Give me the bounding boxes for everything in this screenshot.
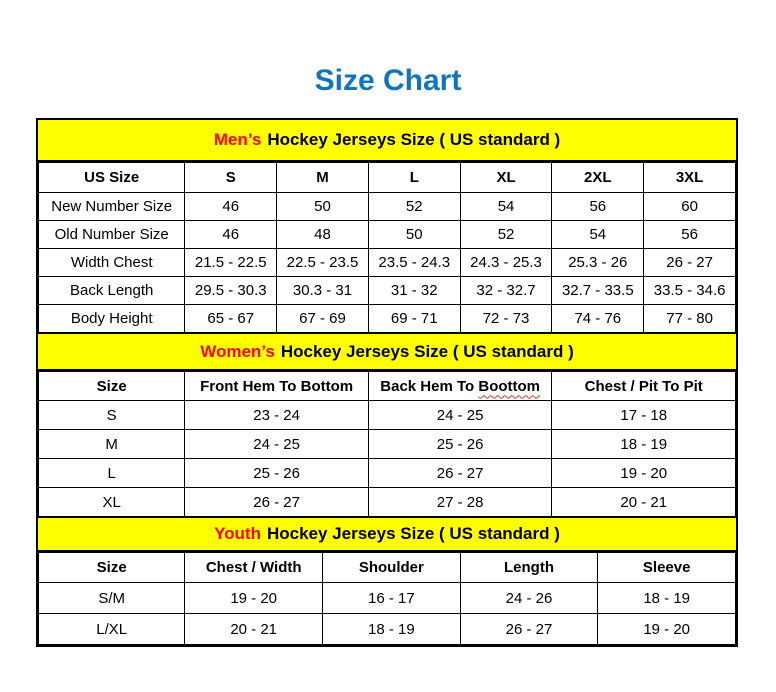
- cell: 26 - 27: [644, 249, 736, 277]
- cell: 24 - 26: [460, 583, 598, 614]
- cell: 65 - 67: [185, 305, 277, 333]
- col-header: 2XL: [552, 163, 644, 193]
- cell: 29.5 - 30.3: [185, 277, 277, 305]
- row-label: XL: [39, 488, 185, 517]
- col-header: Sleeve: [598, 553, 736, 583]
- youth-size-table: [38, 552, 736, 645]
- col-header-back-hem: [368, 372, 552, 401]
- cell: 67 - 69: [277, 305, 369, 333]
- cell: 24 - 25: [185, 430, 369, 459]
- col-header: Shoulder: [323, 553, 461, 583]
- row-label: New Number Size: [39, 193, 185, 221]
- table-header-row: [39, 372, 736, 401]
- cell: 50: [277, 193, 369, 221]
- womens-section-title: Hockey Jerseys Size ( US standard ): [280, 341, 574, 361]
- cell: 25.3 - 26: [552, 249, 644, 277]
- col-header: US Size: [39, 163, 185, 193]
- cell: 19 - 20: [185, 583, 323, 614]
- col-header: 3XL: [644, 163, 736, 193]
- size-chart-tables: [36, 118, 738, 647]
- cell: 69 - 71: [368, 305, 460, 333]
- womens-size-table: [38, 371, 736, 517]
- youth-section-highlight: Youth: [214, 524, 261, 543]
- cell: 77 - 80: [644, 305, 736, 333]
- col-header: S: [185, 163, 277, 193]
- row-label: L: [39, 459, 185, 488]
- table-header-row: [39, 553, 736, 583]
- cell: 18 - 19: [598, 583, 736, 614]
- cell: 33.5 - 34.6: [644, 277, 736, 305]
- mens-section-band: [38, 120, 736, 162]
- cell: 25 - 26: [368, 430, 552, 459]
- cell: 20 - 21: [552, 488, 736, 517]
- row-label: S/M: [39, 583, 185, 614]
- page-title: Size Chart: [314, 64, 462, 97]
- cell: 31 - 32: [368, 277, 460, 305]
- womens-section-highlight: Women’s: [200, 341, 275, 361]
- col-header: L: [368, 163, 460, 193]
- cell: 19 - 20: [552, 459, 736, 488]
- table-row: [39, 193, 736, 221]
- cell: 24 - 25: [368, 401, 552, 430]
- cell: 27 - 28: [368, 488, 552, 517]
- row-label: S: [39, 401, 185, 430]
- back-hem-prefix: Back Hem To: [380, 377, 479, 395]
- cell: 19 - 20: [598, 614, 736, 645]
- womens-section-band: [38, 333, 736, 371]
- cell: 56: [644, 221, 736, 249]
- cell: 23.5 - 24.3: [368, 249, 460, 277]
- cell: 22.5 - 23.5: [277, 249, 369, 277]
- youth-section-title: Hockey Jerseys Size ( US standard ): [266, 524, 560, 543]
- cell: 21.5 - 22.5: [185, 249, 277, 277]
- cell: 20 - 21: [185, 614, 323, 645]
- table-row: [39, 401, 736, 430]
- cell: 54: [460, 193, 552, 221]
- table-row: [39, 305, 736, 333]
- col-header: M: [277, 163, 369, 193]
- table-row: [39, 614, 736, 645]
- cell: 26 - 27: [460, 614, 598, 645]
- cell: 32 - 32.7: [460, 277, 552, 305]
- cell: 26 - 27: [368, 459, 552, 488]
- youth-section-band: [38, 517, 736, 552]
- col-header: Front Hem To Bottom: [185, 372, 369, 401]
- table-header-row: [39, 163, 736, 193]
- cell: 52: [368, 193, 460, 221]
- row-label: Back Length: [39, 277, 185, 305]
- cell: 25 - 26: [185, 459, 369, 488]
- cell: 24.3 - 25.3: [460, 249, 552, 277]
- cell: 48: [277, 221, 369, 249]
- cell: 30.3 - 31: [277, 277, 369, 305]
- row-label: Old Number Size: [39, 221, 185, 249]
- cell: 16 - 17: [323, 583, 461, 614]
- cell: 18 - 19: [323, 614, 461, 645]
- cell: 46: [185, 193, 277, 221]
- col-header: Length: [460, 553, 598, 583]
- cell: 18 - 19: [552, 430, 736, 459]
- misspelled-word: Boottom: [478, 377, 541, 395]
- table-row: [39, 221, 736, 249]
- col-header: XL: [460, 163, 552, 193]
- cell: 60: [644, 193, 736, 221]
- table-row: [39, 277, 736, 305]
- table-row: [39, 249, 736, 277]
- col-header: Chest / Width: [185, 553, 323, 583]
- col-header: Size: [39, 372, 185, 401]
- cell: 32.7 - 33.5: [552, 277, 644, 305]
- cell: 54: [552, 221, 644, 249]
- cell: 26 - 27: [185, 488, 369, 517]
- cell: 17 - 18: [552, 401, 736, 430]
- col-header: Size: [39, 553, 185, 583]
- row-label: Body Height: [39, 305, 185, 333]
- mens-section-highlight: Men’s: [213, 130, 262, 149]
- cell: 23 - 24: [185, 401, 369, 430]
- table-row: [39, 583, 736, 614]
- cell: 74 - 76: [552, 305, 644, 333]
- table-row: [39, 459, 736, 488]
- row-label: Width Chest: [39, 249, 185, 277]
- cell: 50: [368, 221, 460, 249]
- row-label: L/XL: [39, 614, 185, 645]
- cell: 46: [185, 221, 277, 249]
- col-header: Chest / Pit To Pit: [552, 372, 736, 401]
- row-label: M: [39, 430, 185, 459]
- mens-section-title: Hockey Jerseys Size ( US standard ): [267, 130, 561, 149]
- cell: 56: [552, 193, 644, 221]
- table-row: [39, 430, 736, 459]
- table-row: [39, 488, 736, 517]
- mens-size-table: [38, 162, 736, 333]
- cell: 52: [460, 221, 552, 249]
- cell: 72 - 73: [460, 305, 552, 333]
